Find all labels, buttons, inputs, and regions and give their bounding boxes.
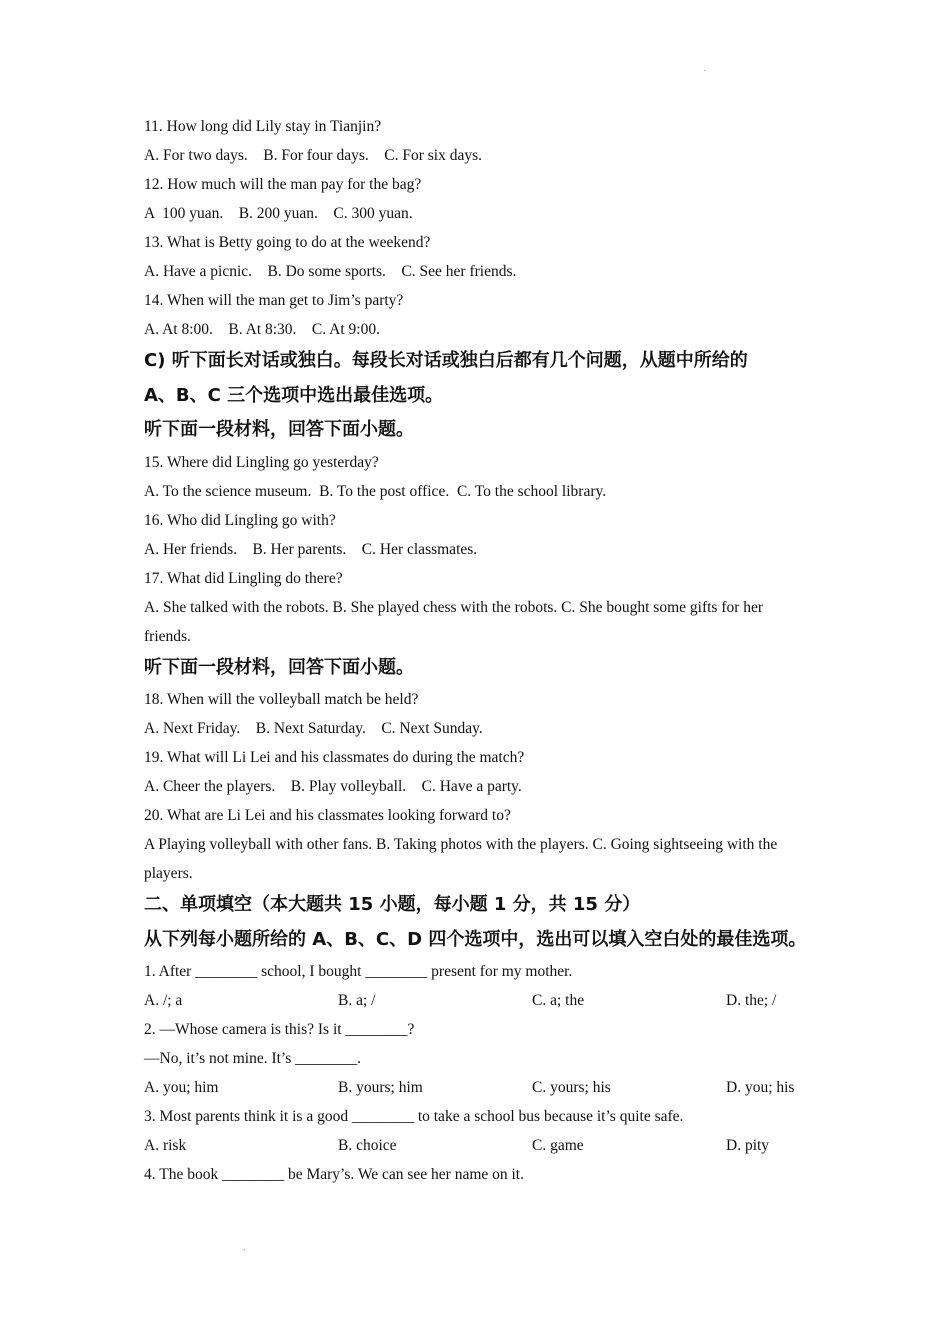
options-14: A. At 8:00. B. At 8:30. C. At 9:00.	[144, 321, 380, 338]
option-d: D. pity	[726, 1137, 770, 1154]
question-16: 16. Who did Lingling go with?	[144, 511, 336, 529]
option-c: C. yours; his	[532, 1079, 611, 1096]
option-a: A. you; him	[144, 1079, 219, 1096]
option-c: C. a; the	[532, 992, 585, 1009]
option-a: A. /; a	[144, 992, 183, 1009]
section-c-heading-line1: C) 听下面长对话或独白。每段长对话或独白后都有几个问题，从题中所给的	[144, 350, 748, 371]
question-15: 15. Where did Lingling go yesterday?	[144, 453, 379, 471]
options-13: A. Have a picnic. B. Do some sports. C. See her friends.	[144, 263, 517, 280]
options-15: A. To the science museum. B. To the post office. C. To the school library.	[144, 482, 607, 500]
options-11: A. For two days. B. For four days. C. For six days.	[144, 147, 482, 164]
question-20: 20. What are Li Lei and his classmates looking forward to?	[144, 807, 511, 824]
section-c-heading-line2: A、B、C 三个选项中选出最佳选项。	[144, 384, 444, 406]
part-2-instructions: 从下列每小题所给的 A、B、C、D 四个选项中，选出可以填入空白处的最佳选项。	[144, 928, 807, 950]
part-2-title: 二、单项填空（本大题共 15 小题，每小题 1 分，共 15 分）	[144, 894, 641, 915]
mcq-question-2-reply: —No, it’s not mine. It’s ________.	[144, 1050, 361, 1067]
mcq-question-4: 4. The book ________ be Mary’s. We can see her name on it.	[144, 1166, 524, 1183]
option-d: D. you; his	[726, 1079, 795, 1096]
mcq-options-1	[144, 986, 814, 1015]
question-17: 17. What did Lingling do there?	[144, 569, 343, 587]
options-12: A 100 yuan. B. 200 yuan. C. 300 yuan.	[144, 205, 413, 222]
question-18: 18. When will the volleyball match be held?	[144, 691, 419, 708]
options-16: A. Her friends. B. Her parents. C. Her classmates.	[144, 540, 478, 558]
option-b: B. a; /	[338, 992, 376, 1009]
question-12: 12. How much will the man pay for the bag?	[144, 176, 422, 193]
speck-bottom	[244, 1249, 245, 1250]
mcq-question-2: 2. —Whose camera is this? Is it ________?	[144, 1021, 415, 1038]
mcq-options-2	[144, 1073, 814, 1102]
option-a: A. risk	[144, 1137, 187, 1154]
question-11: 11. How long did Lily stay in Tianjin?	[144, 118, 382, 135]
question-19: 19. What will Li Lei and his classmates do during the match?	[144, 749, 525, 766]
options-17: A. She talked with the robots. B. She played chess with the robots. C. She bought some gifts for her friends.	[144, 598, 764, 645]
mcq-question-1: 1. After ________ school, I bought ________ present for my mother.	[144, 963, 573, 980]
option-d: D. the; /	[726, 992, 777, 1009]
passage-2-prompt: 听下面一段材料，回答下面小题。	[144, 656, 414, 678]
option-c: C. game	[532, 1137, 584, 1154]
mcq-question-3: 3. Most parents think it is a good ________ to take a school bus because it’s quite safe.	[144, 1108, 684, 1125]
speck-top	[704, 70, 705, 71]
mcq-options-3	[144, 1131, 814, 1160]
question-14: 14. When will the man get to Jim’s party?	[144, 292, 404, 309]
options-19: A. Cheer the players. B. Play volleyball. C. Have a party.	[144, 778, 522, 795]
question-13: 13. What is Betty going to do at the weekend?	[144, 234, 431, 251]
passage-1-prompt: 听下面一段材料，回答下面小题。	[144, 419, 414, 440]
options-20: A Playing volleyball with other fans. B. Taking photos with the players. C. Going sightseeing with the players.	[144, 836, 778, 882]
option-b: B. yours; him	[338, 1079, 423, 1096]
option-b: B. choice	[338, 1137, 397, 1154]
document-page	[144, 112, 814, 1189]
options-18: A. Next Friday. B. Next Saturday. C. Next Sunday.	[144, 720, 483, 737]
